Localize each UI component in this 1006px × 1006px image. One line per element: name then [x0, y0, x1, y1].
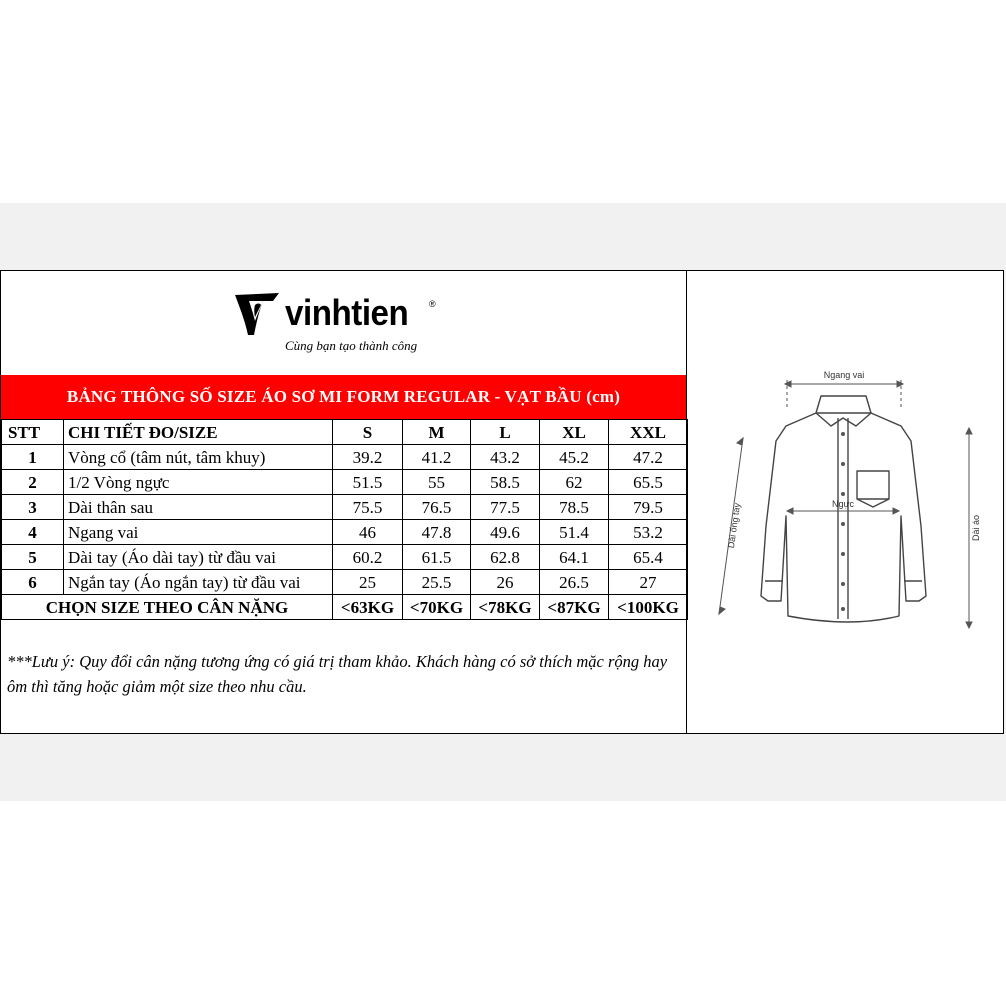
cell-value: 64.1: [540, 545, 609, 570]
cell-value: 27: [609, 570, 688, 595]
cell-value: 62: [540, 470, 609, 495]
weight-value: <87KG: [540, 595, 609, 620]
brand-name: vinhtien: [285, 292, 409, 333]
cell-value: 75.5: [333, 495, 403, 520]
cell-value: 41.2: [403, 445, 471, 470]
size-chart-card: [0, 270, 1004, 734]
cell-value: 25.5: [403, 570, 471, 595]
header-detail: CHI TIẾT ĐO/SIZE: [64, 420, 333, 445]
row-label: Dài tay (Áo dài tay) từ đầu vai: [64, 545, 333, 570]
label-length: Dài áo: [971, 514, 981, 542]
label-sleeve: Dài ống tay: [725, 502, 743, 549]
cell-value: 53.2: [609, 520, 688, 545]
weight-value: <70KG: [403, 595, 471, 620]
weight-row: [2, 595, 688, 620]
table-row: [2, 570, 688, 595]
cell-value: 65.5: [609, 470, 688, 495]
label-shoulder: Ngang vai: [823, 370, 865, 380]
label-chest: Ngực: [831, 499, 855, 509]
brand-logo: [233, 291, 443, 361]
table-row: [2, 520, 688, 545]
row-stt: 5: [2, 545, 64, 570]
registered-mark: ®: [429, 299, 436, 309]
cell-value: 43.2: [471, 445, 540, 470]
cell-value: 65.4: [609, 545, 688, 570]
row-stt: 6: [2, 570, 64, 595]
brand-tagline: Cùng bạn tạo thành công: [285, 338, 418, 353]
size-table: [1, 419, 688, 620]
cell-value: 76.5: [403, 495, 471, 520]
row-stt: 3: [2, 495, 64, 520]
chart-title: BẢNG THÔNG SỐ SIZE ÁO SƠ MI FORM REGULAR - VẠT BẦU (cm): [1, 375, 686, 419]
cell-value: 51.4: [540, 520, 609, 545]
weight-value: <78KG: [471, 595, 540, 620]
row-label: Dài thân sau: [64, 495, 333, 520]
cell-value: 60.2: [333, 545, 403, 570]
table-row: [2, 545, 688, 570]
table-header-row: [2, 420, 688, 445]
footnote: [7, 649, 682, 699]
table-row: [2, 470, 688, 495]
cell-value: 79.5: [609, 495, 688, 520]
cell-value: 47.8: [403, 520, 471, 545]
row-label: Ngang vai: [64, 520, 333, 545]
cell-value: 46: [333, 520, 403, 545]
shirt-collar: [816, 396, 871, 426]
row-label: 1/2 Vòng ngực: [64, 470, 333, 495]
footnote-text: Quy đổi cân nặng tương ứng có giá trị tham khảo. Khách hàng có sở thích mặc rộng hay ôm thì tăng hoặc giảm một size theo nhu cầu.: [7, 652, 668, 696]
row-stt: 2: [2, 470, 64, 495]
header-size-l: L: [471, 420, 540, 445]
table-row: [2, 445, 688, 470]
footnote-prefix: ***Lưu ý:: [7, 652, 80, 671]
row-stt: 1: [2, 445, 64, 470]
cell-value: 47.2: [609, 445, 688, 470]
brand-mark-icon: [233, 291, 281, 337]
cell-value: 58.5: [471, 470, 540, 495]
row-stt: 4: [2, 520, 64, 545]
cell-value: 77.5: [471, 495, 540, 520]
cell-value: 26.5: [540, 570, 609, 595]
row-label: Vòng cổ (tâm nút, tâm khuy): [64, 445, 333, 470]
cell-value: 78.5: [540, 495, 609, 520]
table-row: [2, 495, 688, 520]
shirt-buttons: [841, 432, 845, 611]
header-size-s: S: [333, 420, 403, 445]
cell-value: 25: [333, 570, 403, 595]
weight-value: <100KG: [609, 595, 688, 620]
cell-value: 45.2: [540, 445, 609, 470]
weight-label: CHỌN SIZE THEO CÂN NẶNG: [2, 595, 333, 620]
cell-value: 55: [403, 470, 471, 495]
cell-value: 61.5: [403, 545, 471, 570]
shirt-pocket: [857, 471, 889, 499]
shirt-placket: [838, 418, 848, 619]
shirt-diagram: [701, 366, 991, 646]
cell-value: 39.2: [333, 445, 403, 470]
shirt-body-outline: [761, 413, 926, 622]
header-size-xxl: XXL: [609, 420, 688, 445]
weight-value: <63KG: [333, 595, 403, 620]
cell-value: 26: [471, 570, 540, 595]
cell-value: 49.6: [471, 520, 540, 545]
cell-value: 51.5: [333, 470, 403, 495]
header-size-m: M: [403, 420, 471, 445]
header-size-xl: XL: [540, 420, 609, 445]
cell-value: 62.8: [471, 545, 540, 570]
row-label: Ngắn tay (Áo ngắn tay) từ đầu vai: [64, 570, 333, 595]
header-stt: STT: [2, 420, 64, 445]
